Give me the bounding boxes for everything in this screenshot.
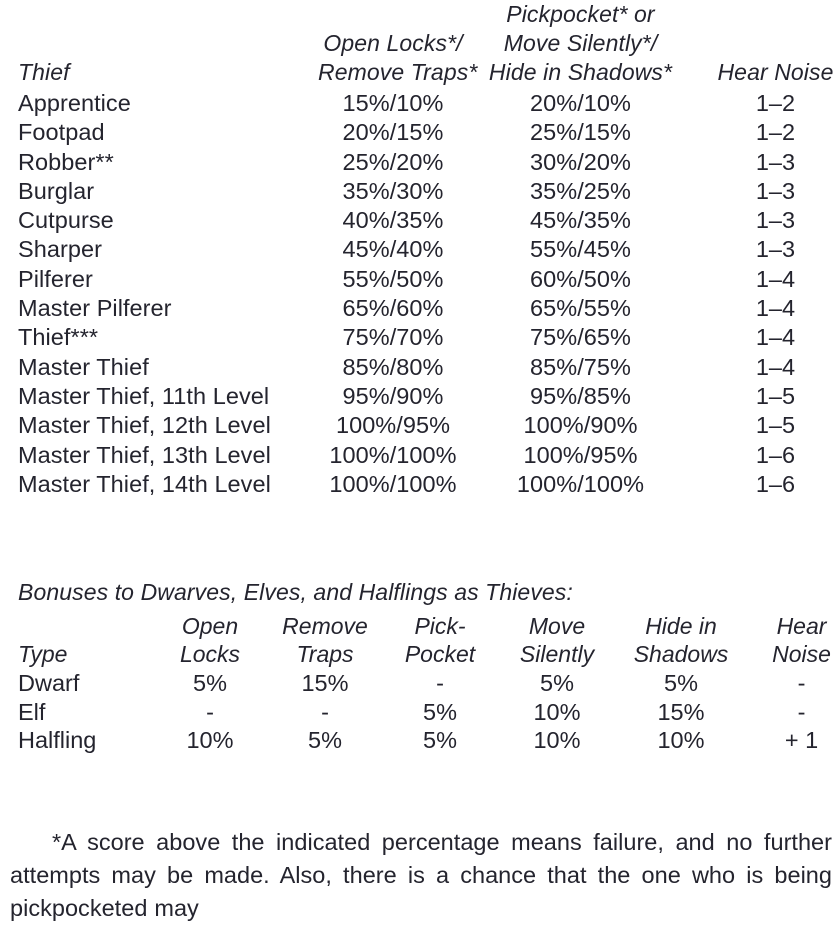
header-line: Silently xyxy=(519,641,595,667)
cell-thief-level: Master Thief, 11th Level xyxy=(18,382,270,409)
header-line: Open Locks*/ xyxy=(323,30,463,56)
column-header-remove-traps xyxy=(267,612,383,669)
table-row xyxy=(0,148,840,177)
cell-pickpocket-move-hide: 30%/20% xyxy=(530,148,631,175)
thief-table-header xyxy=(0,0,840,89)
header-line: Hide in Shadows* xyxy=(488,59,673,85)
cell-hear-noise: 1–5 xyxy=(755,412,796,439)
cell-remove-traps: - xyxy=(321,698,329,725)
cell-open-locks-remove-traps: 95%/90% xyxy=(342,382,444,409)
column-header-open-locks xyxy=(153,612,267,669)
bonus-table-header xyxy=(0,612,840,669)
table-row xyxy=(0,698,840,727)
cell-race-type: Halfling xyxy=(18,727,97,753)
table-row xyxy=(0,470,840,499)
header-line: Locks xyxy=(179,641,241,667)
header-line: Thief xyxy=(18,59,70,85)
column-header-thief xyxy=(0,0,318,89)
column-header-hear-noise xyxy=(693,0,840,89)
header-line: Hear Noise xyxy=(717,59,834,85)
table-row xyxy=(0,294,840,323)
cell-hear-noise: 1–3 xyxy=(755,148,796,175)
cell-open-locks-remove-traps: 100%/100% xyxy=(329,470,457,497)
table-row xyxy=(0,177,840,206)
column-header-pickpocket-move-silently-hide-in-shadows xyxy=(468,0,693,89)
cell-thief-level: Pilferer xyxy=(18,265,93,292)
cell-thief-level: Sharper xyxy=(18,236,102,263)
cell-thief-level: Footpad xyxy=(18,119,105,146)
footnote-paragraph: *A score above the indicated percentage means failure, and no further attempts may be made. Also, there is a chance that the one who is being pickpocketed may xyxy=(10,828,832,921)
cell-pickpocket-move-hide: 35%/25% xyxy=(530,177,631,204)
cell-open-locks-remove-traps: 45%/40% xyxy=(342,236,444,263)
table-row xyxy=(0,441,840,470)
cell-thief-level: Master Thief, 14th Level xyxy=(18,470,271,497)
cell-pickpocket-move-hide: 20%/10% xyxy=(530,90,631,116)
table-row xyxy=(0,669,840,698)
cell-pickpocket-move-hide: 45%/35% xyxy=(530,207,631,234)
cell-thief-level: Master Thief, 12th Level xyxy=(18,412,271,439)
cell-open-locks: 5% xyxy=(193,670,227,696)
header-line: Open xyxy=(181,613,239,639)
cell-move-silently: 10% xyxy=(533,698,581,725)
table-header-row xyxy=(0,0,840,89)
cell-hear-noise: 1–4 xyxy=(755,353,796,380)
cell-pickpocket-move-hide: 25%/15% xyxy=(530,119,631,146)
demihuman-bonus-table xyxy=(0,612,840,755)
cell-pickpocket-move-hide: 75%/65% xyxy=(530,324,631,351)
table-row xyxy=(0,726,840,755)
header-line: Pick- xyxy=(414,613,466,639)
cell-hide-in-shadows: 15% xyxy=(657,698,705,725)
cell-hear-noise: 1–3 xyxy=(755,236,796,263)
cell-pickpocket-move-hide: 60%/50% xyxy=(530,265,631,292)
cell-move-silently: 5% xyxy=(540,670,574,696)
cell-remove-traps: 5% xyxy=(308,727,342,753)
cell-open-locks-remove-traps: 25%/20% xyxy=(342,148,444,175)
cell-open-locks-remove-traps: 100%/100% xyxy=(329,441,457,468)
header-line: Move xyxy=(528,613,586,639)
cell-thief-level: Cutpurse xyxy=(18,207,114,234)
cell-hear-noise: 1–5 xyxy=(755,382,796,409)
column-header-hide-in-shadows xyxy=(617,612,745,669)
cell-hear-noise: 1–6 xyxy=(755,470,796,497)
header-line: Pickpocket* or xyxy=(506,1,655,27)
cell-hear-noise: 1–3 xyxy=(755,177,796,204)
table-row xyxy=(0,353,840,382)
cell-thief-level: Master Pilferer xyxy=(18,295,172,322)
cell-thief-level: Thief*** xyxy=(18,324,99,351)
header-line: Traps xyxy=(296,641,354,667)
cell-pick-pocket: 5% xyxy=(423,698,457,725)
cell-thief-level: Robber** xyxy=(18,148,114,175)
column-header-hear-noise xyxy=(745,612,840,669)
table-row xyxy=(0,265,840,294)
header-line: Remove xyxy=(282,613,368,639)
cell-open-locks-remove-traps: 15%/10% xyxy=(342,90,444,116)
cell-hide-in-shadows: 5% xyxy=(664,670,698,696)
cell-pickpocket-move-hide: 55%/45% xyxy=(530,236,631,263)
column-header-open-locks-remove-traps xyxy=(318,0,478,89)
cell-pickpocket-move-hide: 95%/85% xyxy=(530,382,631,409)
cell-open-locks: 10% xyxy=(186,727,234,753)
cell-open-locks-remove-traps: 65%/60% xyxy=(342,295,444,322)
cell-pickpocket-move-hide: 100%/100% xyxy=(516,470,645,497)
header-line: Hear xyxy=(776,613,827,639)
table-row xyxy=(0,89,840,118)
cell-hear-noise: 1–4 xyxy=(755,295,796,322)
bonuses-heading: Bonuses to Dwarves, Elves, and Halflings as Thieves: xyxy=(18,579,573,605)
cell-open-locks-remove-traps: 75%/70% xyxy=(342,324,444,351)
cell-open-locks-remove-traps: 40%/35% xyxy=(342,207,444,234)
cell-thief-level: Master Thief, 13th Level xyxy=(18,441,271,468)
bonus-table-body xyxy=(0,669,840,755)
thief-table-body xyxy=(0,89,840,499)
table-row xyxy=(0,118,840,147)
cell-hear-noise: 1–3 xyxy=(755,207,796,234)
table-row xyxy=(0,411,840,440)
cell-open-locks-remove-traps: 20%/15% xyxy=(342,119,444,146)
cell-hear-noise: 1–4 xyxy=(755,324,796,351)
cell-race-type: Dwarf xyxy=(18,670,80,696)
cell-pick-pocket: 5% xyxy=(423,727,457,753)
cell-open-locks-remove-traps: 100%/95% xyxy=(335,412,451,439)
header-line: Noise xyxy=(772,641,831,667)
cell-move-silently: 10% xyxy=(533,727,581,753)
header-line: Hide in xyxy=(645,613,717,639)
cell-hear-noise: - xyxy=(797,670,806,696)
cell-pick-pocket: - xyxy=(436,670,444,696)
header-line: Shadows xyxy=(633,641,729,667)
table-row xyxy=(0,206,840,235)
cell-open-locks: - xyxy=(206,698,214,725)
cell-open-locks-remove-traps: 35%/30% xyxy=(342,177,444,204)
column-header-move-silently xyxy=(497,612,617,669)
column-header-type xyxy=(0,612,153,669)
header-line: Pocket xyxy=(404,641,476,667)
cell-race-type: Elf xyxy=(18,698,46,725)
cell-pickpocket-move-hide: 100%/95% xyxy=(523,441,638,468)
table-row xyxy=(0,235,840,264)
header-line: Remove Traps* xyxy=(318,59,478,85)
cell-pickpocket-move-hide: 65%/55% xyxy=(530,295,631,322)
cell-hear-noise: + 1 xyxy=(784,727,819,753)
header-line: Type xyxy=(18,641,68,667)
table-row xyxy=(0,382,840,411)
cell-thief-level: Master Thief xyxy=(18,353,149,380)
table-header-row xyxy=(0,612,840,669)
cell-remove-traps: 15% xyxy=(301,670,349,696)
cell-hear-noise: 1–4 xyxy=(755,265,796,292)
table-row xyxy=(0,323,840,352)
cell-pickpocket-move-hide: 100%/90% xyxy=(523,412,638,439)
header-line: Move Silently*/ xyxy=(503,30,658,56)
cell-hear-noise: 1–2 xyxy=(755,119,796,146)
cell-thief-level: Burglar xyxy=(18,177,95,204)
cell-pickpocket-move-hide: 85%/75% xyxy=(530,353,631,380)
cell-hear-noise: 1–2 xyxy=(755,90,796,116)
column-header-pick-pocket xyxy=(383,612,497,669)
cell-hear-noise: 1–6 xyxy=(755,441,796,468)
cell-hide-in-shadows: 10% xyxy=(657,727,705,753)
cell-hear-noise: - xyxy=(797,698,806,725)
cell-thief-level: Apprentice xyxy=(18,90,131,116)
cell-open-locks-remove-traps: 55%/50% xyxy=(342,265,444,292)
cell-open-locks-remove-traps: 85%/80% xyxy=(342,353,444,380)
